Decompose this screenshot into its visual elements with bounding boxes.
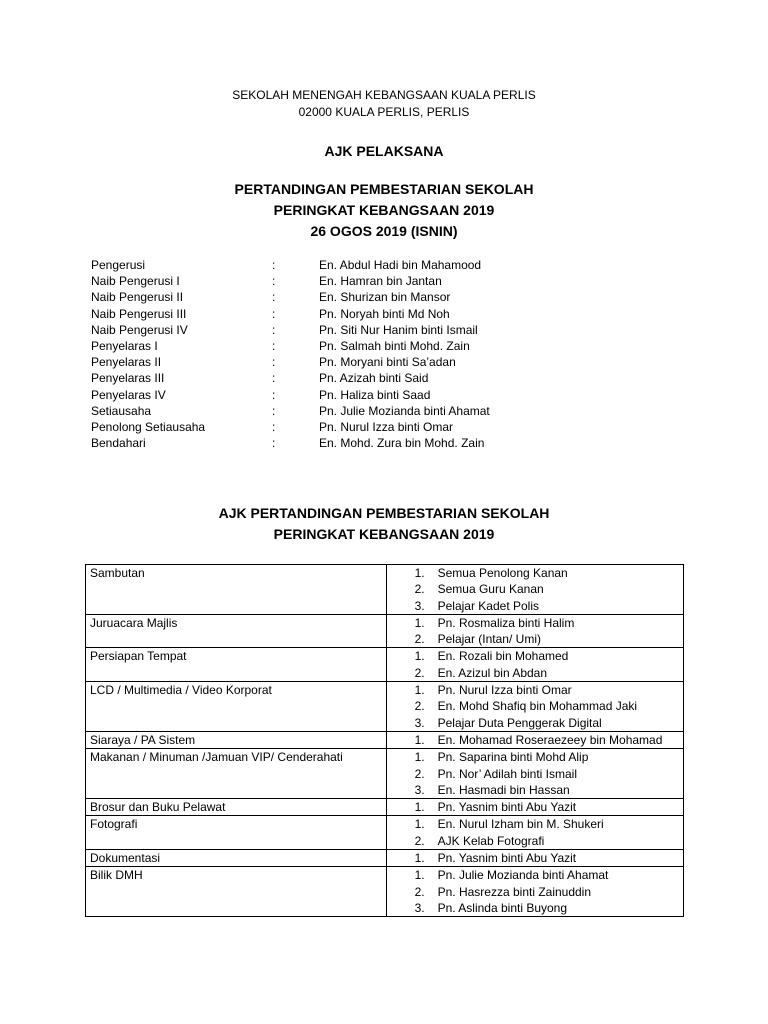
role-colon: : <box>272 371 276 386</box>
list-number: 2. <box>414 699 425 714</box>
role-title: Naib Pengerusi IV <box>91 322 188 337</box>
role-colon: : <box>272 436 276 451</box>
committee-members <box>386 565 683 615</box>
role-name: En. Mohd. Zura bin Mohd. Zain <box>319 436 485 451</box>
list-number: 1. <box>414 732 425 747</box>
committee-members <box>386 749 683 799</box>
list-number: 2. <box>414 582 425 597</box>
list-number: 1. <box>414 683 425 698</box>
list-number: 2. <box>414 632 425 647</box>
committee-task: LCD / Multimedia / Video Korporat <box>86 682 387 732</box>
table-row <box>86 799 684 816</box>
role-colon: : <box>272 306 276 321</box>
member-name: En. Mohamad Roseraezeey bin Mohamad <box>437 732 663 747</box>
ajk-pelaksana-title: AJK PELAKSANA <box>324 143 444 159</box>
committee-task: Juruacara Majlis <box>86 614 387 648</box>
event-date: 26 OGOS 2019 (ISNIN) <box>310 223 458 239</box>
list-number: 1. <box>414 750 425 765</box>
table-row <box>86 867 684 917</box>
school-address: 02000 KUALA PERLIS, PERLIS <box>298 105 470 119</box>
member-name: Semua Guru Kanan <box>437 582 544 597</box>
role-title: Bendahari <box>91 436 146 451</box>
list-number: 1. <box>414 566 425 580</box>
list-number: 1. <box>414 851 425 866</box>
committee-task: Fotografi <box>86 816 387 850</box>
table-row <box>86 682 684 732</box>
event-title-line2: PERINGKAT KEBANGSAAN 2019 <box>273 202 495 218</box>
list-item <box>387 631 683 647</box>
role-title: Naib Pengerusi II <box>91 290 184 305</box>
list-number: 3. <box>414 782 425 797</box>
list-number: 1. <box>414 817 425 832</box>
list-number: 1. <box>414 649 425 664</box>
committee-task: Dokumentasi <box>86 850 387 867</box>
list-item <box>387 799 683 815</box>
list-item <box>387 867 683 883</box>
role-title: Penyelaras IV <box>91 387 166 402</box>
member-name: En. Nurul Izham bin M. Shukeri <box>437 817 604 832</box>
committee-task: Persiapan Tempat <box>86 648 387 682</box>
member-name: Pn. Rosmaliza binti Halim <box>437 615 575 630</box>
list-item <box>387 782 683 798</box>
committee-table <box>85 564 684 917</box>
committee-task: Siaraya / PA Sistem <box>86 731 387 748</box>
member-name: AJK Kelab Fotografi <box>437 833 545 848</box>
list-item <box>387 884 683 900</box>
member-name: Pn. Nurul Izza binti Omar <box>437 683 572 698</box>
committee-members <box>386 731 683 748</box>
school-name: SEKOLAH MENENGAH KEBANGSAAN KUALA PERLIS <box>232 88 536 102</box>
committee-heading-line2: PERINGKAT KEBANGSAAN 2019 <box>273 526 495 542</box>
role-name: Pn. Azizah binti Said <box>319 371 429 386</box>
role-colon: : <box>272 322 276 337</box>
member-name: Pelajar (Intan/ Umi) <box>437 632 541 647</box>
role-title: Setiausaha <box>91 403 152 418</box>
role-colon: : <box>272 274 276 289</box>
table-row <box>86 614 684 648</box>
member-name: En. Hasmadi bin Hassan <box>437 782 570 797</box>
table-row <box>86 816 684 850</box>
role-title: Penyelaras II <box>91 355 162 370</box>
list-number: 2. <box>414 665 425 680</box>
role-name: Pn. Julie Mozianda binti Ahamat <box>319 403 490 418</box>
member-name: Pn. Yasnim binti Abu Yazit <box>437 800 577 815</box>
member-name: En. Azizul bin Abdan <box>437 665 548 680</box>
role-title: Penolong Setiausaha <box>91 419 206 434</box>
list-number: 2. <box>414 766 425 781</box>
member-name: Pelajar Duta Penggerak Digital <box>437 715 602 730</box>
committee-task: Makanan / Minuman /Jamuan VIP/ Cenderahati <box>86 749 387 799</box>
list-number: 2. <box>414 884 425 899</box>
member-name: Pn. Nor’ Adilah binti Ismail <box>437 766 578 781</box>
list-item <box>387 665 683 681</box>
member-name: Pn. Julie Mozianda binti Ahamat <box>437 868 609 883</box>
committee-task: Brosur dan Buku Pelawat <box>86 799 387 816</box>
table-row <box>86 565 684 615</box>
role-name: Pn. Noryah binti Md Noh <box>319 306 450 321</box>
role-colon: : <box>272 258 276 272</box>
role-title: Naib Pengerusi III <box>91 306 187 321</box>
list-item <box>387 850 683 866</box>
committee-members <box>386 682 683 732</box>
list-number: 2. <box>414 833 425 848</box>
role-colon: : <box>272 290 276 305</box>
list-item <box>387 732 683 748</box>
list-item <box>387 565 683 581</box>
list-item <box>387 581 683 597</box>
list-number: 3. <box>414 715 425 730</box>
role-name: Pn. Salmah binti Mohd. Zain <box>319 338 470 353</box>
event-title-line1: PERTANDINGAN PEMBESTARIAN SEKOLAH <box>234 181 534 197</box>
role-name: Pn. Haliza binti Saad <box>319 387 431 402</box>
list-item <box>387 648 683 664</box>
member-name: Pn. Yasnim binti Abu Yazit <box>437 851 577 866</box>
role-colon: : <box>272 403 276 418</box>
committee-members <box>386 816 683 850</box>
member-name: Pelajar Kadet Polis <box>437 598 539 613</box>
list-item <box>387 766 683 782</box>
list-item <box>387 715 683 731</box>
role-title: Naib Pengerusi I <box>91 274 180 289</box>
list-number: 1. <box>414 800 425 815</box>
role-name: En. Shurizan bin Mansor <box>319 290 451 305</box>
role-title: Penyelaras III <box>91 371 165 386</box>
committee-members <box>386 867 683 917</box>
member-name: En. Mohd Shafiq bin Mohammad Jaki <box>437 699 638 714</box>
list-item <box>387 816 683 832</box>
list-number: 3. <box>414 598 425 613</box>
member-name: En. Rozali bin Mohamed <box>437 649 569 664</box>
list-number: 1. <box>414 868 425 883</box>
list-item <box>387 833 683 849</box>
committee-members <box>386 799 683 816</box>
committee-heading-line1: AJK PERTANDINGAN PEMBESTARIAN SEKOLAH <box>218 505 550 521</box>
role-name: En. Hamran bin Jantan <box>319 274 442 289</box>
table-row <box>86 749 684 799</box>
member-name: Pn. Aslinda binti Buyong <box>437 900 568 915</box>
list-number: 3. <box>414 900 425 915</box>
list-item <box>387 682 683 698</box>
table-row <box>86 648 684 682</box>
role-colon: : <box>272 419 276 434</box>
role-title: Penyelaras I <box>91 338 158 353</box>
committee-task: Sambutan <box>86 565 387 615</box>
member-name: Pn. Hasrezza binti Zainuddin <box>437 884 592 899</box>
list-number: 1. <box>414 615 425 630</box>
committee-task: Bilik DMH <box>86 867 387 917</box>
role-title: Pengerusi <box>91 258 146 272</box>
committee-members <box>386 648 683 682</box>
list-item <box>387 598 683 614</box>
role-name: Pn. Moryani binti Sa’adan <box>319 355 456 370</box>
list-item <box>387 615 683 631</box>
role-colon: : <box>272 355 276 370</box>
committee-members <box>386 614 683 648</box>
role-name: Pn. Nurul Izza binti Omar <box>319 419 454 434</box>
role-colon: : <box>272 338 276 353</box>
table-row <box>86 850 684 867</box>
committee-members <box>386 850 683 867</box>
list-item <box>387 900 683 916</box>
role-colon: : <box>272 387 276 402</box>
role-name: Pn. Siti Nur Hanim binti Ismail <box>319 322 478 337</box>
list-item <box>387 749 683 765</box>
member-name: Semua Penolong Kanan <box>437 566 568 580</box>
role-name: En. Abdul Hadi bin Mahamood <box>319 258 482 272</box>
member-name: Pn. Saparina binti Mohd Alip <box>437 750 589 765</box>
list-item <box>387 698 683 714</box>
table-row <box>86 731 684 748</box>
